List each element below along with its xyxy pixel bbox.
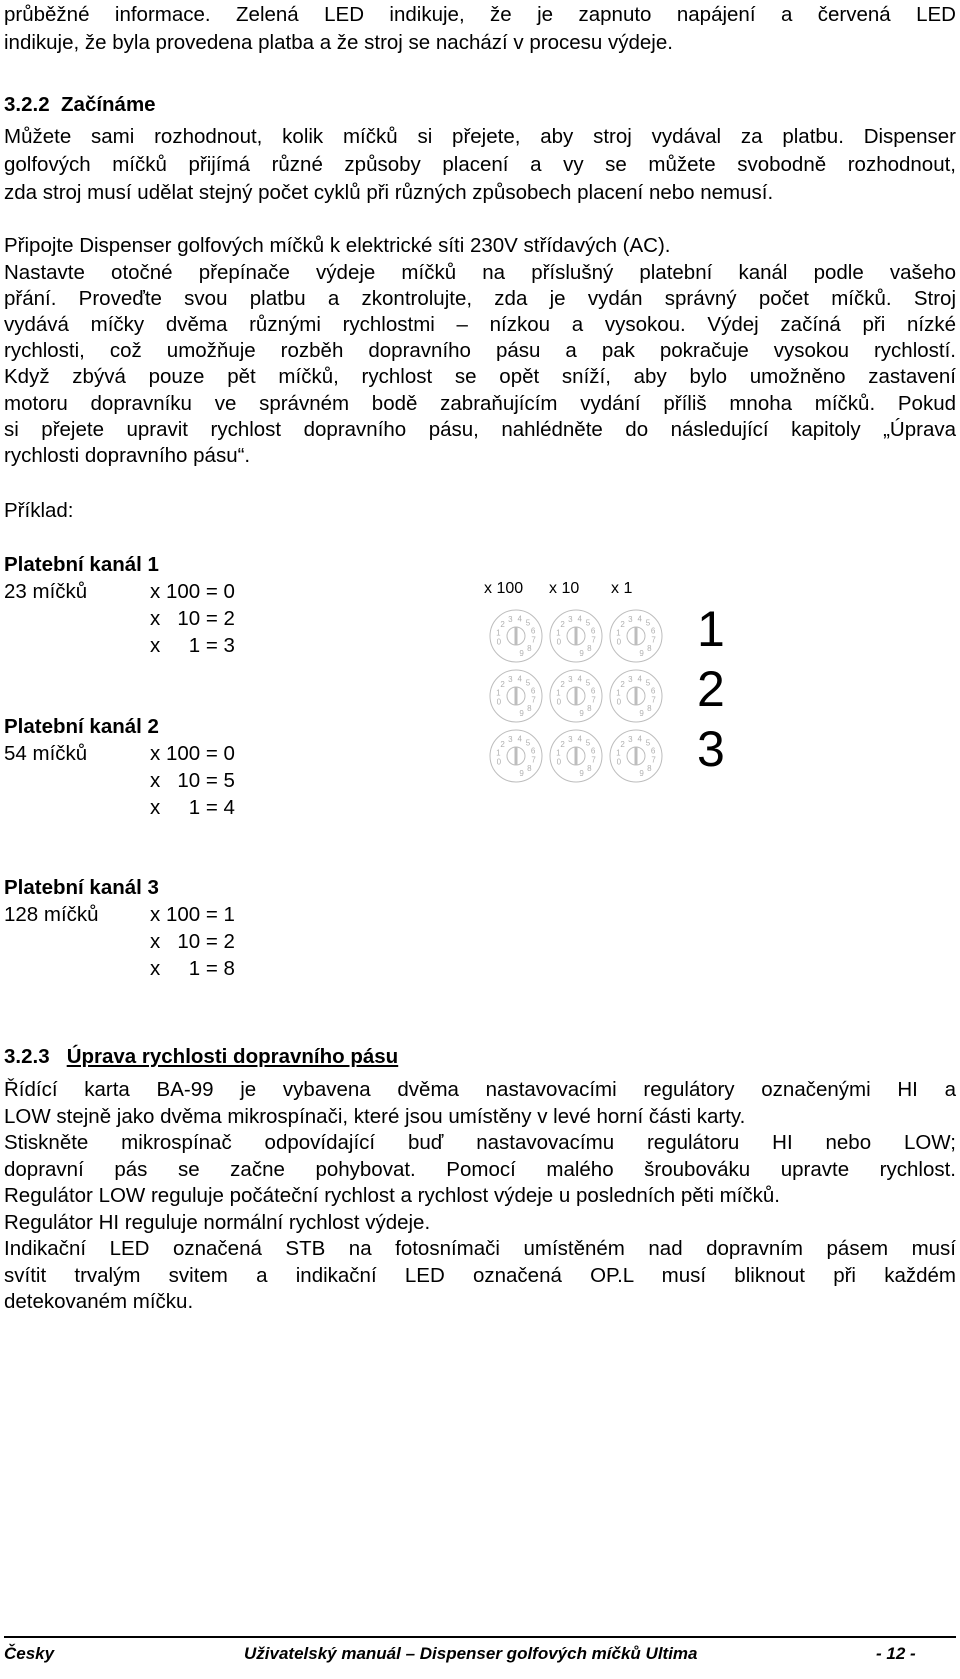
rotary-switch bbox=[490, 610, 542, 662]
dial-digit: 5 bbox=[525, 678, 531, 688]
section-title: Začínáme bbox=[61, 93, 156, 116]
channel-balls: 54 míčků bbox=[4, 742, 88, 765]
dial-digit: 6 bbox=[590, 626, 596, 636]
dial-digit: 0 bbox=[616, 637, 622, 647]
dial-digit: 3 bbox=[628, 734, 633, 744]
channel-row: x 100 = 1 bbox=[150, 903, 235, 926]
dial-digit: 3 bbox=[508, 734, 513, 744]
dial-digit: 1 bbox=[556, 748, 561, 758]
dial-digit: 3 bbox=[508, 614, 513, 624]
dial-digit: 1 bbox=[556, 688, 561, 698]
dial-row-label: 3 bbox=[697, 721, 725, 777]
dial-digit: 2 bbox=[620, 740, 625, 749]
paragraph-line: Nastavte otočné přepínače výdeje míčků na příslušný platební kanál podle vašeho bbox=[4, 261, 956, 284]
dial-digit: 0 bbox=[556, 637, 562, 647]
paragraph-line: vydává míčky dvěma různými rychlostmi – nízkou a vysokou. Výdej začíná při nízké bbox=[4, 313, 956, 336]
paragraph-line: Když zbývá pouze pět míčků, rychlost se opět sníží, aby bylo umožněno zastavení bbox=[4, 365, 956, 388]
rotary-switch bbox=[490, 670, 542, 722]
dial-digit: 0 bbox=[496, 697, 502, 707]
dial-digit: 1 bbox=[556, 628, 561, 638]
section-heading bbox=[4, 92, 156, 118]
channel-row: x 1 = 4 bbox=[150, 796, 235, 819]
dial-digit: 6 bbox=[650, 686, 656, 696]
dial-digit: 2 bbox=[500, 620, 505, 629]
dial-digit: 7 bbox=[651, 755, 656, 765]
dial-digit: 5 bbox=[645, 618, 651, 628]
dial-digit: 0 bbox=[556, 757, 562, 767]
dial-digit: 9 bbox=[519, 649, 524, 659]
channel-row: x 10 = 5 bbox=[150, 769, 235, 792]
paragraph-line: LOW stejně jako dvěma mikrospínači, které jsou umístěny v levé horní části karty. bbox=[4, 1105, 746, 1128]
section-heading bbox=[4, 1044, 398, 1070]
rotary-switch bbox=[550, 670, 602, 722]
footer-divider bbox=[4, 1636, 956, 1638]
paragraph-line: golfových míčků přijímá různé způsoby placení a vy se můžete svobodně rozhodnout, bbox=[4, 153, 956, 176]
dial-digit: 6 bbox=[530, 746, 536, 756]
intro-line-2: indikuje, že byla provedena platba a že stroj se nachází v procesu výdeje. bbox=[4, 31, 673, 54]
dial-digit: 3 bbox=[628, 674, 633, 684]
paragraph-line: Regulátor HI reguluje normální rychlost výdeje. bbox=[4, 1211, 431, 1234]
paragraph-line: rychlosti, což umožňuje rozběh dopravního pásu a pak pokračuje vysokou rychlostí. bbox=[4, 339, 956, 362]
section-title: Úprava rychlosti dopravního pásu bbox=[66, 1045, 399, 1068]
dial-digit: 8 bbox=[527, 704, 532, 713]
dial-digit: 2 bbox=[500, 740, 505, 749]
dial-digit: 1 bbox=[616, 688, 621, 698]
paragraph-line: motoru dopravníku ve správném bodě zabraňujícím vydání příliš mnoha míčků. Pokud bbox=[4, 392, 956, 415]
dial-header-x10: x 10 bbox=[549, 580, 580, 597]
channel-row: x 100 = 0 bbox=[150, 742, 235, 765]
dial-digit: 9 bbox=[519, 769, 524, 779]
dial-digit: 1 bbox=[496, 628, 501, 638]
dial-header-x100: x 100 bbox=[484, 580, 524, 597]
dial-digit: 6 bbox=[590, 686, 596, 696]
dial-digit: 0 bbox=[556, 697, 562, 707]
paragraph-line: Připojte Dispenser golfových míčků k elektrické síti 230V střídavých (AC). bbox=[4, 234, 671, 257]
paragraph-line: Indikační LED označená STB na fotosnímači umístěném nad dopravním pásem musí bbox=[4, 1237, 956, 1260]
dial-digit: 9 bbox=[639, 709, 644, 719]
dial-digit: 5 bbox=[525, 618, 531, 628]
dial-digit: 2 bbox=[560, 740, 565, 749]
dial-row-label: 2 bbox=[697, 661, 725, 717]
dial-digit: 8 bbox=[647, 644, 652, 653]
dial-digit: 9 bbox=[579, 769, 584, 779]
dial-digit: 4 bbox=[637, 614, 642, 624]
rotary-switch bbox=[610, 730, 662, 782]
channel-balls: 23 míčků bbox=[4, 580, 88, 603]
dial-digit: 0 bbox=[616, 757, 622, 767]
dial-digit: 2 bbox=[560, 620, 565, 629]
dial-row-label: 1 bbox=[697, 601, 725, 657]
example-label: Příklad: bbox=[4, 499, 74, 522]
section-number: 3.2.3 bbox=[4, 1045, 50, 1068]
rotary-switch-grid bbox=[484, 604, 669, 789]
intro-line-1: průběžné informace. Zelená LED indikuje, že je zapnuto napájení a červená LED bbox=[4, 3, 956, 26]
channel-title: Platební kanál 3 bbox=[4, 876, 159, 899]
dial-digit: 4 bbox=[637, 734, 642, 744]
dial-digit: 2 bbox=[500, 680, 505, 689]
dial-digit: 4 bbox=[517, 614, 522, 624]
dial-digit: 4 bbox=[577, 674, 582, 684]
section-number: 3.2.2 bbox=[4, 93, 50, 116]
rotary-switch bbox=[610, 610, 662, 662]
dial-digit: 0 bbox=[616, 697, 622, 707]
dial-digit: 5 bbox=[585, 618, 591, 628]
dial-digit: 7 bbox=[591, 635, 596, 645]
channel-title: Platební kanál 1 bbox=[4, 553, 159, 576]
dial-digit: 9 bbox=[639, 769, 644, 779]
dial-digit: 4 bbox=[637, 674, 642, 684]
dial-digit: 9 bbox=[579, 649, 584, 659]
dial-digit: 5 bbox=[525, 738, 531, 748]
dial-digit: 3 bbox=[628, 614, 633, 624]
dial-digit: 3 bbox=[568, 734, 573, 744]
paragraph-line: rychlosti dopravního pásu“. bbox=[4, 444, 251, 467]
dial-digit: 7 bbox=[531, 695, 536, 705]
rotary-switch bbox=[550, 610, 602, 662]
dial-digit: 6 bbox=[590, 746, 596, 756]
paragraph-line: dopravní pás se začne pohybovat. Pomocí malého šroubováku upravte rychlost. bbox=[4, 1158, 956, 1181]
dial-digit: 8 bbox=[647, 764, 652, 773]
dial-digit: 8 bbox=[527, 764, 532, 773]
dial-digit: 2 bbox=[560, 680, 565, 689]
paragraph-line: zda stroj musí udělat stejný počet cyklů při různých způsobech placení nebo nemusí. bbox=[4, 181, 774, 204]
dial-digit: 7 bbox=[651, 635, 656, 645]
dial-digit: 6 bbox=[650, 626, 656, 636]
dial-digit: 8 bbox=[587, 764, 592, 773]
dial-digit: 6 bbox=[530, 626, 536, 636]
dial-digit: 9 bbox=[519, 709, 524, 719]
channel-row: x 100 = 0 bbox=[150, 580, 235, 603]
dial-digit: 4 bbox=[517, 674, 522, 684]
rotary-switch bbox=[610, 670, 662, 722]
dial-digit: 5 bbox=[645, 678, 651, 688]
dial-digit: 4 bbox=[577, 614, 582, 624]
dial-digit: 7 bbox=[651, 695, 656, 705]
dial-digit: 1 bbox=[616, 628, 621, 638]
paragraph-line: si přejete upravit rychlost dopravního pásu, nahlédněte do následující kapitoly „Úprava bbox=[4, 418, 956, 441]
paragraph-line: svítit trvalým svitem a indikační LED označená OP.L musí bliknout při každém bbox=[4, 1264, 956, 1287]
dial-digit: 3 bbox=[508, 674, 513, 684]
dial-digit: 7 bbox=[591, 695, 596, 705]
paragraph-line: Stiskněte mikrospínač odpovídající buď nastavovacímu regulátoru HI nebo LOW; bbox=[4, 1131, 956, 1154]
dial-digit: 5 bbox=[645, 738, 651, 748]
rotary-switch bbox=[550, 730, 602, 782]
channel-balls: 128 míčků bbox=[4, 903, 99, 926]
channel-row: x 1 = 3 bbox=[150, 634, 235, 657]
dial-digit: 3 bbox=[568, 674, 573, 684]
dial-digit: 2 bbox=[620, 620, 625, 629]
channel-row: x 10 = 2 bbox=[150, 930, 235, 953]
dial-header-x1: x 1 bbox=[611, 580, 633, 597]
channel-row: x 1 = 8 bbox=[150, 957, 235, 980]
footer-language: Česky bbox=[4, 1644, 55, 1663]
dial-digit: 9 bbox=[639, 649, 644, 659]
dial-digit: 7 bbox=[531, 635, 536, 645]
dial-digit: 7 bbox=[531, 755, 536, 765]
paragraph-line: detekovaném míčku. bbox=[4, 1290, 194, 1313]
dial-digit: 0 bbox=[496, 757, 502, 767]
dial-digit: 5 bbox=[585, 678, 591, 688]
dial-digit: 9 bbox=[579, 709, 584, 719]
dial-digit: 3 bbox=[568, 614, 573, 624]
paragraph-line: Regulátor LOW reguluje počáteční rychlost a rychlost výdeje u posledních pěti míčků. bbox=[4, 1184, 780, 1207]
dial-digit: 4 bbox=[517, 734, 522, 744]
dial-digit: 1 bbox=[496, 748, 501, 758]
dial-digit: 0 bbox=[496, 637, 502, 647]
dial-digit: 1 bbox=[616, 748, 621, 758]
dial-digit: 8 bbox=[587, 704, 592, 713]
dial-digit: 5 bbox=[585, 738, 591, 748]
paragraph-line: přání. Proveďte svou platbu a zkontrolujte, zda je vydán správný počet míčků. Stroj bbox=[4, 287, 956, 310]
rotary-switch-diagram bbox=[484, 580, 687, 830]
channel-row: x 10 = 2 bbox=[150, 607, 235, 630]
dial-digit: 4 bbox=[577, 734, 582, 744]
channel-title: Platební kanál 2 bbox=[4, 715, 159, 738]
dial-digit: 8 bbox=[527, 644, 532, 653]
dial-digit: 6 bbox=[530, 686, 536, 696]
dial-digit: 2 bbox=[620, 680, 625, 689]
footer-title: Uživatelský manuál – Dispenser golfových míčků Ultima bbox=[244, 1644, 698, 1663]
rotary-switch bbox=[490, 730, 542, 782]
dial-digit: 6 bbox=[650, 746, 656, 756]
dial-digit: 8 bbox=[647, 704, 652, 713]
footer-page-number: - 12 - bbox=[876, 1644, 916, 1663]
dial-digit: 1 bbox=[496, 688, 501, 698]
dial-digit: 7 bbox=[591, 755, 596, 765]
dial-digit: 8 bbox=[587, 644, 592, 653]
paragraph-line: Můžete sami rozhodnout, kolik míčků si přejete, aby stroj vydával za platbu. Dispenser bbox=[4, 125, 956, 148]
paragraph-line: Řídící karta BA-99 je vybavena dvěma nastavovacími regulátory označenými HI a bbox=[4, 1078, 956, 1101]
